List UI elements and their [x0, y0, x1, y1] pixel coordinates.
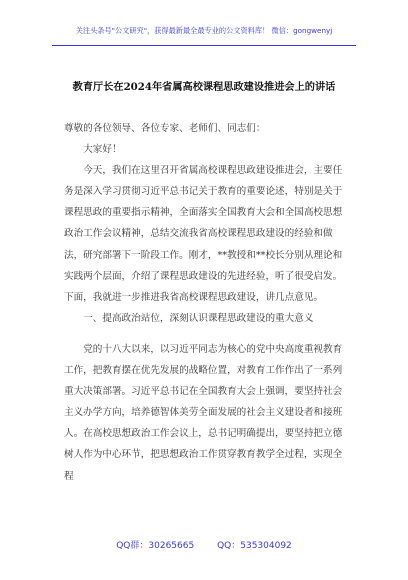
paragraph-intro: 今天，我们在这里召开省属高校课程思政建设推进会，主要任务是深入学习贯彻习近平总书记关于教育的重要论述，特别是关于课程思政的重要指示精神，全面落实全国教育大会和全国高校思想政治工作会议精神，总结交流我省高校课程思政建设的经验和做法，研究部署下一阶段工作。刚才，**教授和**校长分别从理论和实践两个层面，介绍了课程思政建设的先进经验，听了很受启发。下面，我就进一步推进我省高校课程思政建设，讲几点意见。: [64, 165, 343, 303]
promo-banner: 关注头条号"公文研究"，获得最新最全最专业的公文资料库！ 微信：gongwenyj: [75, 26, 333, 35]
footer-qq-group: QQ群：30265665: [116, 541, 195, 551]
section-heading-1: 一、提高政治站位，深刻认识课程思政建设的重大意义: [83, 312, 314, 324]
footer-contact: [0, 538, 408, 551]
footer-qq: QQ：535304092: [217, 541, 292, 551]
document-body: [64, 118, 346, 487]
salutation: 尊敬的各位领导、各位专家、老师们、同志们：: [64, 123, 266, 134]
paragraph-2: 党的十八大以来，以习近平同志为核心的党中央高度重视教育工作，把教育摆在优先发展的战略位置，对教育工作作出了一系列重大决策部署。习近平总书记在全国教育大会上强调，要坚持社会主义办学方向，培养德智体美劳全面发展的社会主义建设者和接班人。在高校思想政治工作会议上，总书记明确提出，要坚持把立德树人作为中心环节，把思想政治工作贯穿教育教学全过程，实现全程: [64, 343, 343, 482]
header-divider: [52, 45, 356, 46]
document-title: 教育厅长在2024年省属高校课程思政建设推进会上的讲话: [72, 81, 336, 93]
greeting: 大家好！: [83, 144, 122, 156]
paragraph-spacer: [64, 329, 346, 339]
